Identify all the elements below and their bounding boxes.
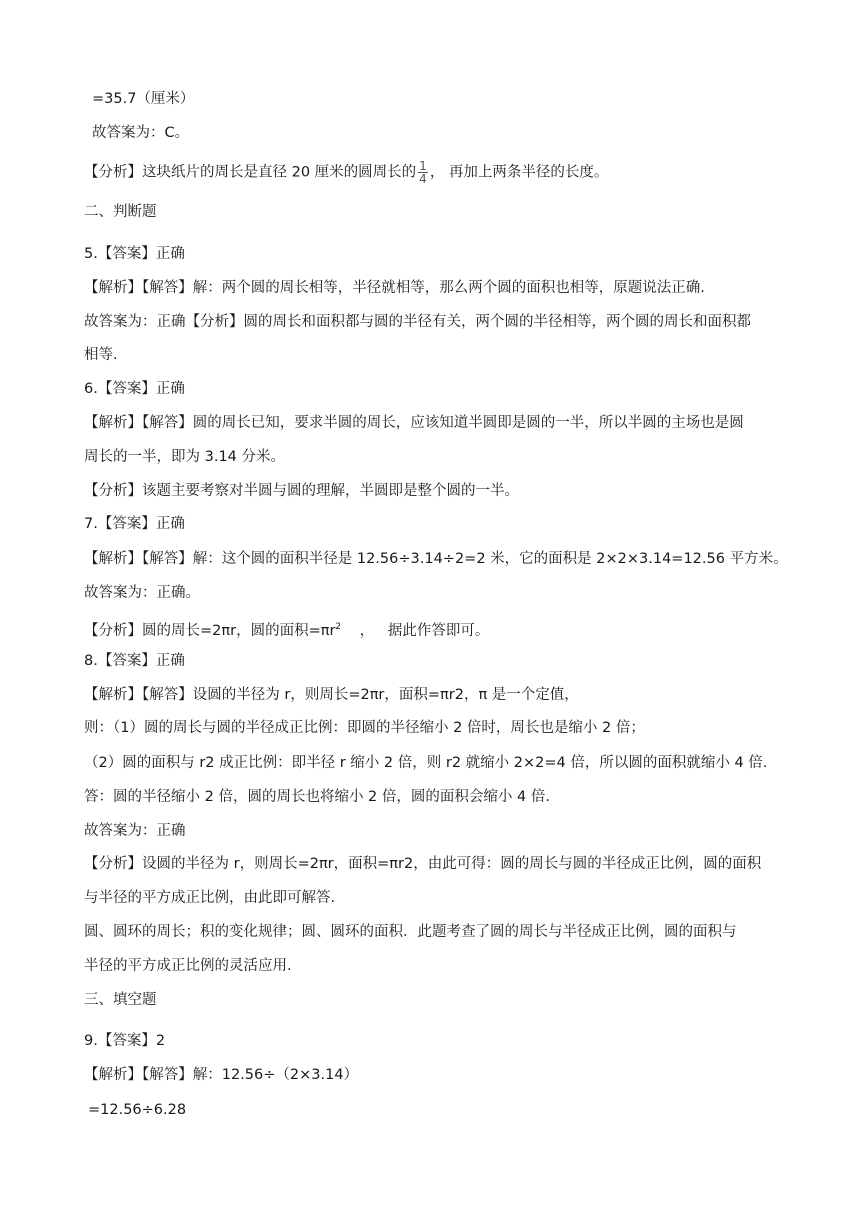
text-line: =35.7（厘米） <box>92 91 195 107</box>
text-line: 答：圆的半径缩小 2 倍，圆的周长也将缩小 2 倍，圆的面积会缩小 4 倍. <box>84 789 550 805</box>
text-segment: ， 再加上两条半径的长度。 <box>429 164 609 181</box>
text-segment: 【分析】这块纸片的周长是直径 20 厘米的圆周长的 <box>84 164 417 181</box>
text-line: =12.56÷6.28 <box>88 1102 187 1118</box>
text-line: 故答案为：C。 <box>92 125 190 141</box>
text-line: 则：（1）圆的周长与圆的半径成正比例：即圆的半径缩小 2 倍时，周长也是缩小 2 倍； <box>84 720 645 736</box>
text-line: 【解析】【解答】解：12.56÷（2×3.14） <box>84 1067 359 1083</box>
fraction-numerator: 1 <box>419 159 427 173</box>
superscript: 2 <box>335 622 342 632</box>
text-line: 【解析】【解答】解：这个圆的面积半径是 12.56÷3.14÷2=2 米，它的面积是 2×2×3.14=12.56 平方米。 <box>84 551 788 567</box>
text-segment: 【分析】圆的周长=2πr，圆的面积=πr <box>84 622 336 639</box>
text-line: 【解析】【解答】圆的周长已知，要求半圆的周长，应该知道半圆即是圆的一半，所以半圆的主场也是圆 <box>84 415 744 431</box>
text-line: 相等. <box>84 347 118 363</box>
text-line: 故答案为：正确【分析】圆的周长和面积都与圆的半径有关，两个圆的半径相等，两个圆的周长和面积都 <box>84 314 751 330</box>
text-line: 【分析】设圆的半径为 r，则周长=2πr，面积=πr2，由此可得：圆的周长与圆的半径成正比例，圆的面积 <box>84 856 762 872</box>
text-line: 【分析】该题主要考察对半圆与圆的理解，半圆即是整个圆的一半。 <box>84 483 519 499</box>
text-line: 半径的平方成正比例的灵活应用. <box>84 958 292 974</box>
text-line: 故答案为：正确。 <box>84 585 200 601</box>
answer-heading: 8.【答案】正确 <box>84 653 185 669</box>
text-line: 故答案为：正确 <box>84 823 186 839</box>
answer-heading: 9.【答案】2 <box>84 1033 166 1049</box>
text-line: 【解析】【解答】设圆的半径为 r，则周长=2πr，面积=πr2，π 是一个定值， <box>84 687 579 703</box>
analysis-line <box>84 617 784 641</box>
analysis-line <box>84 160 784 185</box>
answer-heading: 6.【答案】正确 <box>84 381 185 397</box>
text-line: 与半径的平方成正比例，由此即可解答. <box>84 890 336 906</box>
text-segment: ， 据此作答即可。 <box>341 622 490 639</box>
section-heading: 二、判断题 <box>84 204 157 220</box>
answer-heading: 5.【答案】正确 <box>84 246 185 262</box>
section-heading: 三、填空题 <box>84 992 157 1008</box>
answer-heading: 7.【答案】正确 <box>84 516 185 532</box>
text-line: （2）圆的面积与 r2 成正比例：即半径 r 缩小 2 倍，则 r2 就缩小 2×2=4 倍，所以圆的面积就缩小 4 倍. <box>84 755 768 771</box>
text-line: 周长的一半，即为 3.14 分米。 <box>84 449 286 465</box>
fraction-denominator: 4 <box>419 172 427 186</box>
text-line: 【解析】【解答】解：两个圆的周长相等，半径就相等，那么两个圆的面积也相等，原题说法正确. <box>84 280 705 296</box>
text-line: 圆、圆环的周长；积的变化规律；圆、圆环的面积．此题考查了圆的周长与半径成正比例，圆的面积与 <box>84 924 737 940</box>
fraction <box>418 160 428 185</box>
